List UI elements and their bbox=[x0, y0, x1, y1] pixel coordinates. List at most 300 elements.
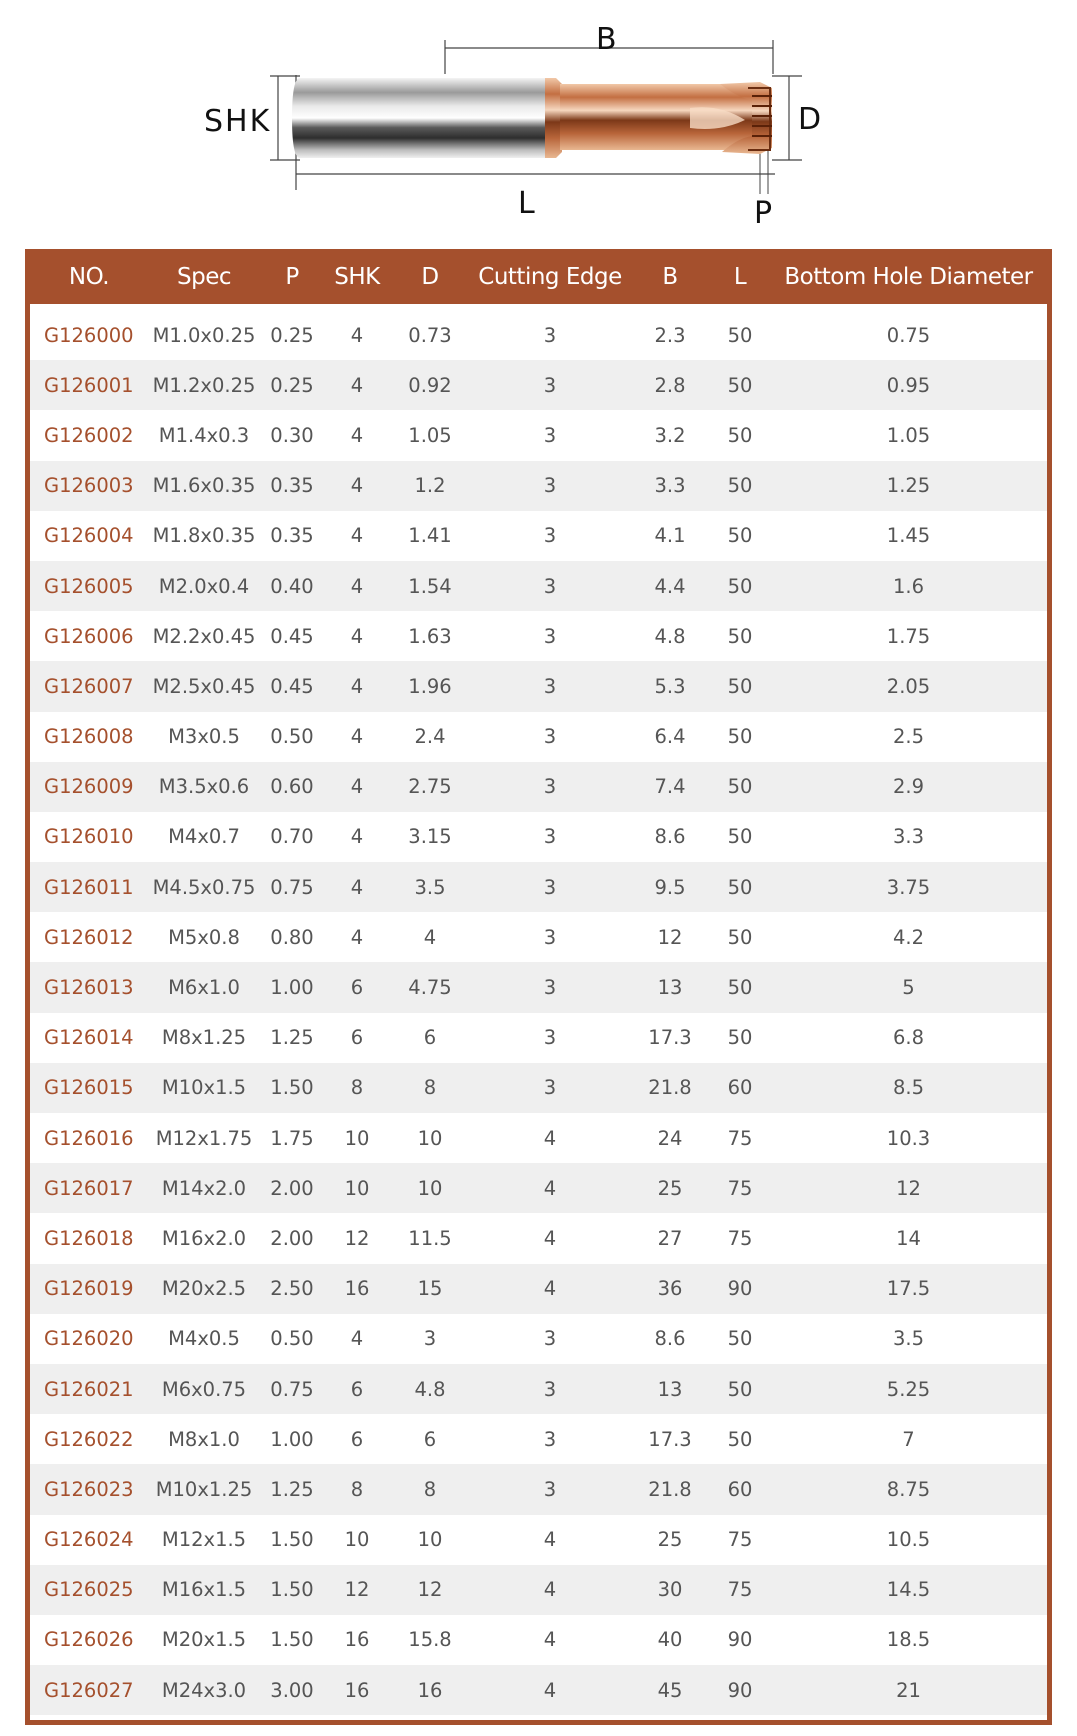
cell-d: 4.75 bbox=[390, 962, 470, 1012]
cell-no: G126017 bbox=[30, 1163, 148, 1213]
table-row bbox=[30, 1464, 1047, 1514]
cell-bottom-hole-diameter: 4.2 bbox=[892, 925, 924, 949]
cell-cutting-edge: 3 bbox=[470, 862, 630, 912]
cell-bottom-hole-diameter: 0.75 bbox=[886, 323, 931, 347]
cell-l: 90 bbox=[710, 1665, 770, 1715]
cell-l: 90 bbox=[727, 1628, 753, 1652]
cell-p: 1.25 bbox=[270, 1026, 314, 1050]
cell-b: 3.2 bbox=[654, 423, 686, 447]
thread-mill-drawing bbox=[0, 0, 1077, 245]
cell-no: G126011 bbox=[30, 862, 148, 912]
cell-spec: M5x0.8 bbox=[168, 925, 240, 949]
cell-spec: M1.2x0.25 bbox=[148, 360, 260, 410]
cell-p: 0.60 bbox=[260, 762, 324, 812]
cell-cutting-edge: 3 bbox=[470, 461, 630, 511]
cell-cutting-edge: 3 bbox=[470, 1063, 630, 1113]
cell-shk: 6 bbox=[324, 1364, 390, 1414]
cell-bottom-hole-diameter: 1.6 bbox=[770, 561, 1047, 611]
cell-shk: 10 bbox=[344, 1126, 370, 1150]
table-row bbox=[30, 862, 1047, 912]
shk-label: SHK bbox=[204, 104, 272, 139]
table-row bbox=[30, 1163, 1047, 1213]
table-row bbox=[30, 461, 1047, 511]
cell-bottom-hole-diameter: 6.8 bbox=[892, 1026, 924, 1050]
cell-spec: M4.5x0.75 bbox=[148, 862, 260, 912]
table-row bbox=[30, 962, 1047, 1012]
cell-b: 13 bbox=[630, 962, 710, 1012]
cell-l: 75 bbox=[710, 1163, 770, 1213]
table-row bbox=[30, 1264, 1047, 1314]
table-row bbox=[30, 661, 1047, 711]
cell-bottom-hole-diameter: 10.5 bbox=[886, 1528, 931, 1552]
cell-bottom-hole-diameter: 21 bbox=[770, 1665, 1047, 1715]
cell-spec: M14x2.0 bbox=[148, 1163, 260, 1213]
cell-bottom-hole-diameter: 0.95 bbox=[770, 360, 1047, 410]
cell-spec: M6x0.75 bbox=[148, 1364, 260, 1414]
cell-bottom-hole-diameter: 5 bbox=[770, 962, 1047, 1012]
table-row bbox=[30, 1565, 1047, 1615]
cell-no: G126018 bbox=[44, 1226, 134, 1250]
cell-d: 4.8 bbox=[390, 1364, 470, 1414]
cell-cutting-edge: 3 bbox=[543, 1427, 557, 1451]
table-header-row bbox=[30, 249, 1047, 304]
table-row bbox=[30, 1063, 1047, 1113]
cell-shk: 8 bbox=[324, 1063, 390, 1113]
cell-p: 1.50 bbox=[270, 1528, 314, 1552]
cell-b: 21.8 bbox=[630, 1464, 710, 1514]
cell-shk: 4 bbox=[350, 624, 364, 648]
cell-b: 25 bbox=[630, 1163, 710, 1213]
cell-d: 3.5 bbox=[390, 862, 470, 912]
cell-d: 2.4 bbox=[414, 725, 446, 749]
cell-spec: M6x1.0 bbox=[148, 962, 260, 1012]
header-bottom-hole-diameter: Bottom Hole Diameter bbox=[770, 249, 1047, 304]
cell-shk: 12 bbox=[344, 1226, 370, 1250]
table-row bbox=[30, 1515, 1047, 1565]
cell-shk: 6 bbox=[350, 1427, 364, 1451]
cell-shk: 4 bbox=[350, 1327, 364, 1351]
cell-no: G126016 bbox=[44, 1126, 134, 1150]
cell-no: G126020 bbox=[44, 1327, 134, 1351]
cell-no: G126023 bbox=[30, 1464, 148, 1514]
cell-no: G126006 bbox=[44, 624, 134, 648]
cell-shk: 10 bbox=[324, 1163, 390, 1213]
cell-cutting-edge: 4 bbox=[543, 1126, 557, 1150]
cell-cutting-edge: 4 bbox=[543, 1226, 557, 1250]
cell-l: 50 bbox=[710, 862, 770, 912]
cell-p: 1.50 bbox=[270, 1628, 314, 1652]
spec-table bbox=[30, 249, 1047, 1715]
cell-b: 40 bbox=[657, 1628, 683, 1652]
cell-b: 13 bbox=[630, 1364, 710, 1414]
cell-no: G126003 bbox=[30, 461, 148, 511]
cell-d: 1.05 bbox=[408, 423, 452, 447]
cell-no: G126027 bbox=[30, 1665, 148, 1715]
table-row bbox=[30, 1665, 1047, 1715]
table-row bbox=[30, 360, 1047, 410]
cell-cutting-edge: 4 bbox=[543, 1628, 557, 1652]
cell-d: 1.41 bbox=[408, 524, 452, 548]
cell-shk: 4 bbox=[350, 825, 364, 849]
table-row bbox=[30, 1364, 1047, 1414]
cell-spec: M10x1.25 bbox=[148, 1464, 260, 1514]
cell-shk: 6 bbox=[324, 962, 390, 1012]
cell-d: 1.54 bbox=[390, 561, 470, 611]
cell-l: 50 bbox=[727, 524, 753, 548]
cell-bottom-hole-diameter: 3.5 bbox=[892, 1327, 924, 1351]
cell-spec: M3x0.5 bbox=[168, 725, 240, 749]
cell-shk: 4 bbox=[350, 323, 364, 347]
cell-bottom-hole-diameter: 3.3 bbox=[892, 825, 924, 849]
cell-spec: M1.6x0.35 bbox=[148, 461, 260, 511]
cell-b: 17.3 bbox=[648, 1427, 692, 1451]
cell-spec: M10x1.5 bbox=[148, 1063, 260, 1113]
cell-cutting-edge: 3 bbox=[470, 561, 630, 611]
header-d: D bbox=[390, 249, 470, 304]
cell-p: 0.70 bbox=[270, 825, 314, 849]
table-row bbox=[30, 410, 1047, 460]
cell-l: 90 bbox=[710, 1264, 770, 1314]
table-row bbox=[30, 762, 1047, 812]
header-cutting-edge: Cutting Edge bbox=[470, 249, 630, 304]
cell-bottom-hole-diameter: 12 bbox=[770, 1163, 1047, 1213]
cell-shk: 4 bbox=[350, 524, 364, 548]
cell-spec: M8x1.25 bbox=[161, 1026, 247, 1050]
cell-p: 2.50 bbox=[260, 1264, 324, 1314]
cell-p: 0.50 bbox=[270, 1327, 314, 1351]
cell-cutting-edge: 3 bbox=[543, 925, 557, 949]
cell-b: 36 bbox=[630, 1264, 710, 1314]
cell-shk: 4 bbox=[324, 360, 390, 410]
cell-l: 50 bbox=[727, 1327, 753, 1351]
cell-cutting-edge: 3 bbox=[470, 1364, 630, 1414]
cell-bottom-hole-diameter: 1.45 bbox=[886, 524, 931, 548]
cell-bottom-hole-diameter: 14 bbox=[896, 1226, 921, 1250]
cell-l: 50 bbox=[727, 725, 753, 749]
cell-bottom-hole-diameter: 14.5 bbox=[770, 1565, 1047, 1615]
cell-spec: M2.0x0.4 bbox=[148, 561, 260, 611]
cell-cutting-edge: 4 bbox=[543, 1528, 557, 1552]
cell-shk: 10 bbox=[344, 1528, 370, 1552]
cell-no: G126026 bbox=[44, 1628, 134, 1652]
cell-l: 50 bbox=[727, 1427, 753, 1451]
cell-b: 9.5 bbox=[630, 862, 710, 912]
cell-d: 3.15 bbox=[408, 825, 452, 849]
cell-bottom-hole-diameter: 8.5 bbox=[770, 1063, 1047, 1113]
table-row bbox=[30, 1615, 1047, 1665]
cell-cutting-edge: 3 bbox=[543, 1026, 557, 1050]
cell-shk: 4 bbox=[350, 423, 364, 447]
cell-no: G126015 bbox=[30, 1063, 148, 1113]
cell-cutting-edge: 3 bbox=[470, 1464, 630, 1514]
cell-cutting-edge: 4 bbox=[470, 1665, 630, 1715]
cell-b: 2.8 bbox=[630, 360, 710, 410]
cell-p: 1.25 bbox=[260, 1464, 324, 1514]
cell-spec: M4x0.7 bbox=[168, 825, 240, 849]
cell-p: 0.35 bbox=[270, 524, 314, 548]
cell-d: 8 bbox=[390, 1464, 470, 1514]
header-no: NO. bbox=[30, 249, 148, 304]
cell-shk: 16 bbox=[344, 1628, 370, 1652]
cell-spec: M20x2.5 bbox=[148, 1264, 260, 1314]
cell-b: 4.8 bbox=[654, 624, 686, 648]
cell-l: 75 bbox=[727, 1528, 753, 1552]
cell-d: 10 bbox=[390, 1163, 470, 1213]
cell-p: 3.00 bbox=[260, 1665, 324, 1715]
cell-b: 21.8 bbox=[630, 1063, 710, 1113]
cell-cutting-edge: 4 bbox=[470, 1163, 630, 1213]
cell-no: G126009 bbox=[30, 762, 148, 812]
cell-shk: 4 bbox=[350, 925, 364, 949]
cell-l: 50 bbox=[710, 962, 770, 1012]
cell-no: G126008 bbox=[44, 725, 134, 749]
table-row bbox=[30, 1113, 1047, 1163]
cell-b: 24 bbox=[657, 1126, 683, 1150]
cell-p: 0.45 bbox=[270, 624, 314, 648]
cell-shk: 6 bbox=[350, 1026, 364, 1050]
table-row bbox=[30, 561, 1047, 611]
p-label: P bbox=[754, 196, 775, 231]
cell-l: 75 bbox=[727, 1226, 753, 1250]
cell-d: 16 bbox=[390, 1665, 470, 1715]
cell-spec: M4x0.5 bbox=[168, 1327, 240, 1351]
cell-shk: 4 bbox=[324, 561, 390, 611]
cell-spec: M3.5x0.6 bbox=[148, 762, 260, 812]
cell-d: 15.8 bbox=[408, 1628, 452, 1652]
cell-no: G126010 bbox=[44, 825, 134, 849]
cell-l: 50 bbox=[710, 1364, 770, 1414]
cell-p: 1.50 bbox=[260, 1063, 324, 1113]
cell-shk: 4 bbox=[350, 725, 364, 749]
cell-d: 2.75 bbox=[390, 762, 470, 812]
cell-cutting-edge: 4 bbox=[470, 1565, 630, 1615]
cell-bottom-hole-diameter: 10.3 bbox=[886, 1126, 931, 1150]
cell-b: 27 bbox=[657, 1226, 683, 1250]
cell-bottom-hole-diameter: 17.5 bbox=[770, 1264, 1047, 1314]
cell-bottom-hole-diameter: 7 bbox=[902, 1427, 915, 1451]
cell-cutting-edge: 3 bbox=[543, 725, 557, 749]
cell-b: 8.6 bbox=[654, 825, 686, 849]
cell-b: 7.4 bbox=[630, 762, 710, 812]
cell-l: 50 bbox=[727, 624, 753, 648]
cell-b: 6.4 bbox=[654, 725, 686, 749]
cell-p: 1.00 bbox=[260, 962, 324, 1012]
cell-l: 50 bbox=[710, 762, 770, 812]
cell-d: 3 bbox=[423, 1327, 437, 1351]
d-label: D bbox=[798, 102, 824, 137]
header-b: B bbox=[630, 249, 710, 304]
cell-l: 50 bbox=[727, 323, 753, 347]
cell-cutting-edge: 3 bbox=[543, 1327, 557, 1351]
cell-b: 8.6 bbox=[654, 1327, 686, 1351]
cell-b: 25 bbox=[657, 1528, 683, 1552]
tool-diagram bbox=[0, 0, 1077, 245]
table-row bbox=[30, 712, 1047, 762]
cell-d: 4 bbox=[423, 925, 437, 949]
cell-no: G126000 bbox=[44, 323, 134, 347]
cell-p: 0.50 bbox=[270, 725, 314, 749]
cell-cutting-edge: 3 bbox=[470, 762, 630, 812]
cell-d: 10 bbox=[417, 1126, 443, 1150]
cell-spec: M20x1.5 bbox=[161, 1628, 247, 1652]
cell-spec: M12x1.5 bbox=[161, 1528, 247, 1552]
cell-spec: M8x1.0 bbox=[168, 1427, 240, 1451]
cell-d: 6 bbox=[423, 1026, 437, 1050]
cell-spec: M2.5x0.45 bbox=[148, 661, 260, 711]
cell-no: G126012 bbox=[44, 925, 134, 949]
cell-no: G126021 bbox=[30, 1364, 148, 1414]
cell-p: 0.40 bbox=[260, 561, 324, 611]
cell-shk: 4 bbox=[324, 661, 390, 711]
cell-l: 60 bbox=[710, 1464, 770, 1514]
cell-b: 4.1 bbox=[654, 524, 686, 548]
cell-bottom-hole-diameter: 5.25 bbox=[770, 1364, 1047, 1414]
cell-d: 8 bbox=[390, 1063, 470, 1113]
cell-b: 5.3 bbox=[630, 661, 710, 711]
cell-no: G126013 bbox=[30, 962, 148, 1012]
table-row bbox=[30, 912, 1047, 962]
cell-bottom-hole-diameter: 2.05 bbox=[770, 661, 1047, 711]
cell-no: G126022 bbox=[44, 1427, 134, 1451]
cell-no: G126024 bbox=[44, 1528, 134, 1552]
cell-spec: M2.2x0.45 bbox=[152, 624, 256, 648]
cell-p: 0.75 bbox=[260, 1364, 324, 1414]
cell-shk: 4 bbox=[324, 461, 390, 511]
cell-spec: M16x2.0 bbox=[161, 1226, 247, 1250]
cell-l: 50 bbox=[710, 360, 770, 410]
header-l: L bbox=[710, 249, 770, 304]
table-row bbox=[30, 1314, 1047, 1364]
cell-p: 0.25 bbox=[260, 360, 324, 410]
l-label: L bbox=[518, 186, 537, 221]
cell-cutting-edge: 3 bbox=[543, 524, 557, 548]
header-p: P bbox=[260, 249, 324, 304]
cell-no: G126001 bbox=[30, 360, 148, 410]
cell-b: 12 bbox=[657, 925, 683, 949]
table-row bbox=[30, 511, 1047, 561]
header-shk: SHK bbox=[324, 249, 390, 304]
cell-shk: 16 bbox=[324, 1264, 390, 1314]
cell-b: 2.3 bbox=[654, 323, 686, 347]
table-row bbox=[30, 304, 1047, 360]
cell-no: G126007 bbox=[30, 661, 148, 711]
cell-b: 3.3 bbox=[630, 461, 710, 511]
cell-p: 1.50 bbox=[260, 1565, 324, 1615]
cell-p: 1.75 bbox=[270, 1126, 314, 1150]
cell-bottom-hole-diameter: 2.5 bbox=[892, 725, 924, 749]
cell-d: 10 bbox=[417, 1528, 443, 1552]
cell-p: 0.25 bbox=[270, 323, 314, 347]
cell-bottom-hole-diameter: 1.75 bbox=[886, 624, 931, 648]
cell-p: 0.75 bbox=[260, 862, 324, 912]
cell-d: 6 bbox=[423, 1427, 437, 1451]
cell-l: 75 bbox=[727, 1126, 753, 1150]
cell-d: 12 bbox=[390, 1565, 470, 1615]
cell-cutting-edge: 4 bbox=[470, 1264, 630, 1314]
b-label: B bbox=[596, 22, 619, 57]
table-row bbox=[30, 1213, 1047, 1263]
cell-l: 50 bbox=[710, 561, 770, 611]
cell-shk: 4 bbox=[324, 762, 390, 812]
cell-l: 75 bbox=[710, 1565, 770, 1615]
cell-p: 0.35 bbox=[260, 461, 324, 511]
cell-d: 15 bbox=[390, 1264, 470, 1314]
cell-spec: M16x1.5 bbox=[148, 1565, 260, 1615]
table-row bbox=[30, 812, 1047, 862]
cell-cutting-edge: 3 bbox=[543, 423, 557, 447]
cell-bottom-hole-diameter: 1.25 bbox=[770, 461, 1047, 511]
table-body bbox=[30, 304, 1047, 1715]
cell-no: G126005 bbox=[30, 561, 148, 611]
cell-p: 0.80 bbox=[270, 925, 314, 949]
cell-cutting-edge: 3 bbox=[470, 360, 630, 410]
cell-l: 50 bbox=[710, 461, 770, 511]
cell-bottom-hole-diameter: 18.5 bbox=[886, 1628, 931, 1652]
cell-cutting-edge: 3 bbox=[470, 661, 630, 711]
cell-no: G126019 bbox=[30, 1264, 148, 1314]
cell-shk: 4 bbox=[324, 862, 390, 912]
cell-l: 50 bbox=[727, 825, 753, 849]
cell-spec: M12x1.75 bbox=[155, 1126, 253, 1150]
cell-b: 17.3 bbox=[648, 1026, 692, 1050]
cell-bottom-hole-diameter: 8.75 bbox=[770, 1464, 1047, 1514]
cell-spec: M1.8x0.35 bbox=[152, 524, 256, 548]
cell-no: G126002 bbox=[44, 423, 134, 447]
cell-spec: M1.0x0.25 bbox=[152, 323, 256, 347]
cell-l: 60 bbox=[710, 1063, 770, 1113]
cell-p: 0.45 bbox=[260, 661, 324, 711]
cell-l: 50 bbox=[727, 423, 753, 447]
cell-d: 1.96 bbox=[390, 661, 470, 711]
cell-l: 50 bbox=[710, 661, 770, 711]
cell-shk: 16 bbox=[324, 1665, 390, 1715]
cell-shk: 12 bbox=[324, 1565, 390, 1615]
table-row bbox=[30, 611, 1047, 661]
cell-p: 2.00 bbox=[270, 1226, 314, 1250]
cell-p: 0.30 bbox=[270, 423, 314, 447]
table-row bbox=[30, 1414, 1047, 1464]
cell-d: 0.73 bbox=[408, 323, 452, 347]
cell-bottom-hole-diameter: 1.05 bbox=[886, 423, 931, 447]
cell-b: 45 bbox=[630, 1665, 710, 1715]
cell-no: G126004 bbox=[44, 524, 134, 548]
cell-d: 1.2 bbox=[390, 461, 470, 511]
cell-b: 30 bbox=[630, 1565, 710, 1615]
cell-spec: M1.4x0.3 bbox=[158, 423, 250, 447]
cell-cutting-edge: 3 bbox=[470, 962, 630, 1012]
cell-p: 1.00 bbox=[270, 1427, 314, 1451]
cell-d: 0.92 bbox=[390, 360, 470, 410]
spec-table-container bbox=[25, 249, 1052, 1725]
table-row bbox=[30, 1013, 1047, 1063]
cell-bottom-hole-diameter: 3.75 bbox=[770, 862, 1047, 912]
cell-d: 11.5 bbox=[408, 1226, 452, 1250]
cell-spec: M24x3.0 bbox=[148, 1665, 260, 1715]
header-spec: Spec bbox=[148, 249, 260, 304]
cell-l: 50 bbox=[727, 1026, 753, 1050]
cell-cutting-edge: 3 bbox=[543, 624, 557, 648]
cell-shk: 8 bbox=[324, 1464, 390, 1514]
cell-no: G126025 bbox=[30, 1565, 148, 1615]
cell-d: 1.63 bbox=[408, 624, 452, 648]
cell-l: 50 bbox=[727, 925, 753, 949]
cell-cutting-edge: 3 bbox=[543, 825, 557, 849]
cell-b: 4.4 bbox=[630, 561, 710, 611]
cell-p: 2.00 bbox=[260, 1163, 324, 1213]
cell-no: G126014 bbox=[44, 1026, 134, 1050]
cell-cutting-edge: 3 bbox=[543, 323, 557, 347]
cell-bottom-hole-diameter: 2.9 bbox=[770, 762, 1047, 812]
